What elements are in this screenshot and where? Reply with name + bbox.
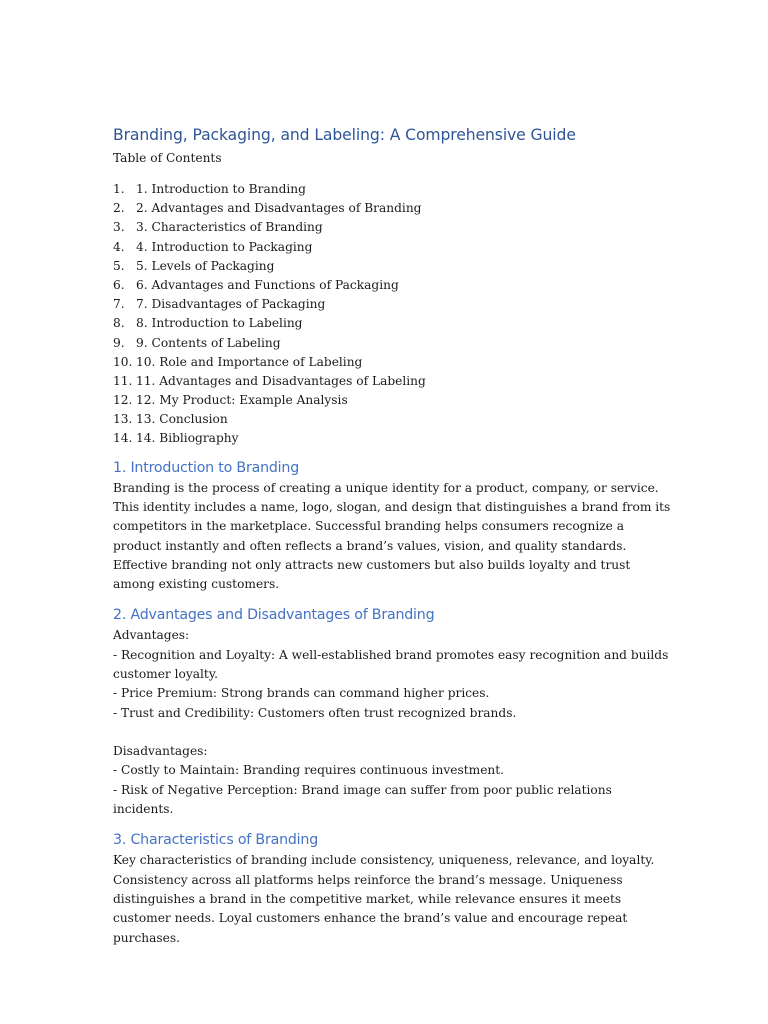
toc-item-number: 3. (113, 220, 125, 235)
toc-item (113, 391, 673, 410)
toc-item-text: 5. Levels of Packaging (136, 258, 275, 273)
toc-item (113, 334, 673, 353)
toc-item-number: 6. (113, 277, 125, 292)
toc-item (113, 353, 673, 372)
toc-item-text: 11. Advantages and Disadvantages of Labeling (136, 373, 426, 388)
toc-item-text: 12. My Product: Example Analysis (136, 393, 348, 408)
section-heading-advantages-disadvantages-branding: 2. Advantages and Disadvantages of Branding (113, 607, 435, 624)
toc-item (113, 429, 673, 448)
toc-item-text: 2. Advantages and Disadvantages of Branding (136, 201, 422, 216)
table-of-contents (113, 180, 673, 449)
toc-item-text: 14. Bibliography (136, 431, 239, 446)
document-title: Branding, Packaging, and Labeling: A Comprehensive Guide (113, 126, 576, 144)
toc-item-number: 12. (113, 393, 133, 408)
toc-item-number: 10. (113, 354, 133, 369)
advantage-item: - Trust and Credibility: Customers often trust recognized brands. (113, 705, 517, 720)
toc-item-number: 8. (113, 316, 125, 331)
blank-line (113, 723, 673, 742)
toc-item-number: 14. (113, 431, 133, 446)
toc-item-text: 13. Conclusion (136, 412, 228, 427)
toc-item-text: 3. Characteristics of Branding (136, 220, 323, 235)
toc-item-number: 7. (113, 297, 125, 312)
toc-item-text: 4. Introduction to Packaging (136, 239, 313, 254)
toc-item (113, 180, 673, 199)
advantages-label: Advantages: (113, 628, 190, 643)
toc-item-text: 1. Introduction to Branding (136, 182, 306, 196)
disadvantages-label: Disadvantages: (113, 744, 208, 759)
toc-item (113, 276, 673, 295)
toc-item-text: 9. Contents of Labeling (136, 335, 281, 350)
section-heading-introduction-to-branding: 1. Introduction to Branding (113, 459, 300, 476)
toc-item (113, 257, 673, 276)
toc-item-number: 4. (113, 239, 125, 254)
toc-item-number: 11. (113, 373, 133, 388)
toc-item-number: 13. (113, 412, 133, 427)
disadvantage-item: - Costly to Maintain: Branding requires continuous investment. (113, 763, 505, 778)
toc-item-number: 1. (113, 182, 125, 196)
toc-item (113, 314, 673, 333)
toc-item-text: 7. Disadvantages of Packaging (136, 297, 326, 312)
toc-item (113, 199, 673, 218)
toc-item (113, 410, 673, 429)
toc-item-text: 10. Role and Importance of Labeling (136, 354, 363, 369)
section-heading-characteristics-of-branding: 3. Characteristics of Branding (113, 832, 319, 849)
toc-item-number: 9. (113, 335, 125, 350)
toc-item (113, 295, 673, 314)
document-content (113, 124, 673, 948)
toc-item-text: 8. Introduction to Labeling (136, 316, 303, 331)
advantage-item: - Recognition and Loyalty: A well-established brand promotes easy recognition and builds customer loyalty. (113, 647, 669, 681)
toc-item-number: 2. (113, 201, 125, 216)
section-body: Key characteristics of branding include consistency, uniqueness, relevance, and loyalty. Consistency across all platforms helps reinforce the brand’s message. Uniqueness distinguishes a brand in the competitive market, while relevance ensures it meets customer needs. Loyal customers enhance the brand’s value and encourage repeat purchases. (113, 853, 655, 945)
advantage-item: - Price Premium: Strong brands can command higher prices. (113, 686, 490, 701)
toc-item (113, 218, 673, 237)
toc-item-number: 5. (113, 258, 125, 273)
toc-item (113, 372, 673, 391)
section-body: Branding is the process of creating a unique identity for a product, company, or service. This identity includes a name, logo, slogan, and design that distinguishes a brand from its competitors in the marketplace. Successful branding helps consumers recognize a product instantly and often reflects a brand’s values, vision, and quality standards. Effective branding not only attracts new customers but also builds loyalty and trust among existing customers. (113, 480, 671, 592)
disadvantage-item: - Risk of Negative Perception: Brand image can suffer from poor public relations incidents. (113, 782, 612, 817)
toc-item (113, 238, 673, 257)
toc-label: Table of Contents (113, 151, 222, 165)
toc-item-text: 6. Advantages and Functions of Packaging (136, 277, 399, 292)
